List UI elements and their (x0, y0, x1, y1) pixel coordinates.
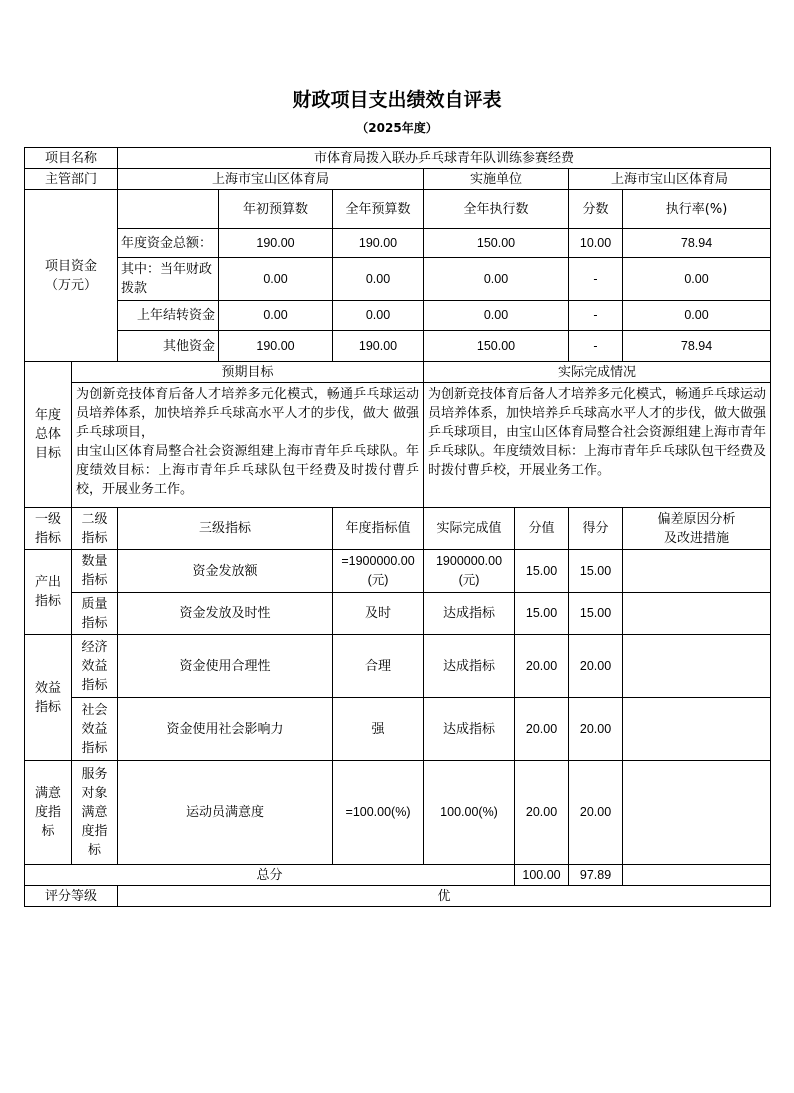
score-value: 15.00 (515, 550, 569, 593)
indicator-header-cell: 得分 (569, 508, 623, 550)
funds-header-cell: 全年预算数 (333, 190, 424, 229)
level2-indicator: 数量 指标 (72, 550, 118, 593)
funds-cell: - (569, 301, 623, 331)
goals-label: 年度 总体 目标 (25, 362, 72, 508)
actual-value: 达成指标 (424, 698, 515, 761)
indicator-header-cell: 偏差原因分析 及改进措施 (623, 508, 771, 550)
funds-header-blank (118, 190, 219, 229)
goals-text-row (25, 383, 771, 508)
goals-header-row (25, 362, 771, 383)
actual-goal-header: 实际完成情况 (424, 362, 771, 383)
score-value: 20.00 (515, 635, 569, 698)
level3-indicator: 资金使用合理性 (118, 635, 333, 698)
funds-cell: 150.00 (424, 331, 569, 362)
target-value: =100.00(%) (333, 761, 424, 865)
funds-label: 项目资金 （万元） (25, 190, 118, 362)
level1-indicator: 产出 指标 (25, 550, 72, 635)
grade-label: 评分等级 (25, 886, 118, 907)
deviation-note (623, 550, 771, 593)
target-value: 合理 (333, 635, 424, 698)
funds-cell: 0.00 (623, 301, 771, 331)
funds-cell: - (569, 331, 623, 362)
level1-indicator: 满意 度指 标 (25, 761, 72, 865)
indicator-row (25, 635, 771, 698)
funds-cell: 0.00 (219, 301, 333, 331)
funds-header-cell: 分数 (569, 190, 623, 229)
indicator-row (25, 761, 771, 865)
grade-row (25, 886, 771, 907)
funds-cell: 0.00 (333, 301, 424, 331)
expected-goal-text: 为创新竞技体育后备人才培养多元化模式，畅通乒乓球运动员培养体系，加快培养乒乓球高水平人才的步伐，做大 做强乒乓球项目， 由宝山区体育局整合社会资源组建上海市青年乒乓球队。年度绩效目标：上海市青年乒乓球队包干经费及时拨付曹乒校，开展业务工作。 (72, 383, 424, 508)
level2-indicator: 经济 效益 指标 (72, 635, 118, 698)
funds-cell: - (569, 258, 623, 301)
funds-header-cell: 年初预算数 (219, 190, 333, 229)
project-name-row (25, 148, 771, 169)
score-value: 20.00 (515, 761, 569, 865)
expected-goal-header: 预期目标 (72, 362, 424, 383)
funds-cell: 190.00 (219, 331, 333, 362)
level3-indicator: 运动员满意度 (118, 761, 333, 865)
level1-indicator: 效益 指标 (25, 635, 72, 761)
funds-row-label: 上年结转资金 (118, 301, 219, 331)
got-value: 15.00 (569, 593, 623, 635)
actual-goal-text: 为创新竞技体育后备人才培养多元化模式，畅通乒乓球运动员培养体系，加快培养乒乓球高水平人才的步伐，做大做强乒乓球项目，由宝山区体育局整合社会资源组建上海市青年乒乓球队。年度绩效目标：上海市青年乒乓球队包干经费及时拨付曹乒校，开展业务工作。 (424, 383, 771, 508)
target-value: 及时 (333, 593, 424, 635)
funds-header-cell: 执行率(%) (623, 190, 771, 229)
indicator-header-cell: 一级 指标 (25, 508, 72, 550)
funds-cell: 190.00 (219, 229, 333, 258)
funds-row (25, 229, 771, 258)
got-value: 15.00 (569, 550, 623, 593)
deviation-note (623, 635, 771, 698)
indicator-row (25, 698, 771, 761)
funds-header-row (25, 190, 771, 229)
deviation-note (623, 593, 771, 635)
got-value: 20.00 (569, 698, 623, 761)
funds-cell: 0.00 (424, 258, 569, 301)
funds-cell: 190.00 (333, 331, 424, 362)
indicator-header-row (25, 508, 771, 550)
funds-cell: 10.00 (569, 229, 623, 258)
level2-indicator: 服务 对象 满意 度指 标 (72, 761, 118, 865)
got-value: 20.00 (569, 761, 623, 865)
funds-cell: 78.94 (623, 331, 771, 362)
funds-cell: 78.94 (623, 229, 771, 258)
level3-indicator: 资金发放及时性 (118, 593, 333, 635)
actual-value: 达成指标 (424, 635, 515, 698)
total-note (623, 865, 771, 886)
funds-row (25, 301, 771, 331)
total-score: 100.00 (515, 865, 569, 886)
deviation-note (623, 761, 771, 865)
actual-value: 1900000.00 (元) (424, 550, 515, 593)
total-got: 97.89 (569, 865, 623, 886)
score-value: 20.00 (515, 698, 569, 761)
indicator-header-cell: 年度指标值 (333, 508, 424, 550)
got-value: 20.00 (569, 635, 623, 698)
project-name-value: 市体育局拨入联办乒乓球青年队训练参赛经费 (118, 148, 771, 169)
dept-label: 主管部门 (25, 169, 118, 190)
funds-row (25, 331, 771, 362)
level3-indicator: 资金使用社会影响力 (118, 698, 333, 761)
impl-value: 上海市宝山区体育局 (569, 169, 771, 190)
level3-indicator: 资金发放额 (118, 550, 333, 593)
indicator-row (25, 550, 771, 593)
funds-cell: 0.00 (219, 258, 333, 301)
funds-header-cell: 全年执行数 (424, 190, 569, 229)
score-value: 15.00 (515, 593, 569, 635)
dept-value: 上海市宝山区体育局 (118, 169, 424, 190)
grade-value: 优 (118, 886, 771, 907)
funds-row-label: 其他资金 (118, 331, 219, 362)
indicator-header-cell: 三级指标 (118, 508, 333, 550)
funds-cell: 0.00 (333, 258, 424, 301)
evaluation-table (24, 147, 771, 907)
dept-row (25, 169, 771, 190)
level2-indicator: 社会 效益 指标 (72, 698, 118, 761)
indicator-header-cell: 实际完成值 (424, 508, 515, 550)
funds-cell: 0.00 (424, 301, 569, 331)
funds-cell: 0.00 (623, 258, 771, 301)
indicator-row (25, 593, 771, 635)
indicator-header-cell: 二级 指标 (72, 508, 118, 550)
funds-cell: 190.00 (333, 229, 424, 258)
actual-value: 100.00(%) (424, 761, 515, 865)
funds-row-label: 年度资金总额： (118, 229, 219, 258)
deviation-note (623, 698, 771, 761)
total-row (25, 865, 771, 886)
indicator-header-cell: 分值 (515, 508, 569, 550)
funds-row (25, 258, 771, 301)
target-value: =1900000.00 (元) (333, 550, 424, 593)
actual-value: 达成指标 (424, 593, 515, 635)
page-subtitle: （2025年度） (356, 121, 438, 135)
impl-label: 实施单位 (424, 169, 569, 190)
level2-indicator: 质量 指标 (72, 593, 118, 635)
funds-cell: 150.00 (424, 229, 569, 258)
target-value: 强 (333, 698, 424, 761)
total-label: 总分 (25, 865, 515, 886)
project-name-label: 项目名称 (25, 148, 118, 169)
funds-row-label: 其中：当年财政拨款 (118, 258, 219, 301)
page-title: 财政项目支出绩效自评表 (292, 89, 502, 111)
